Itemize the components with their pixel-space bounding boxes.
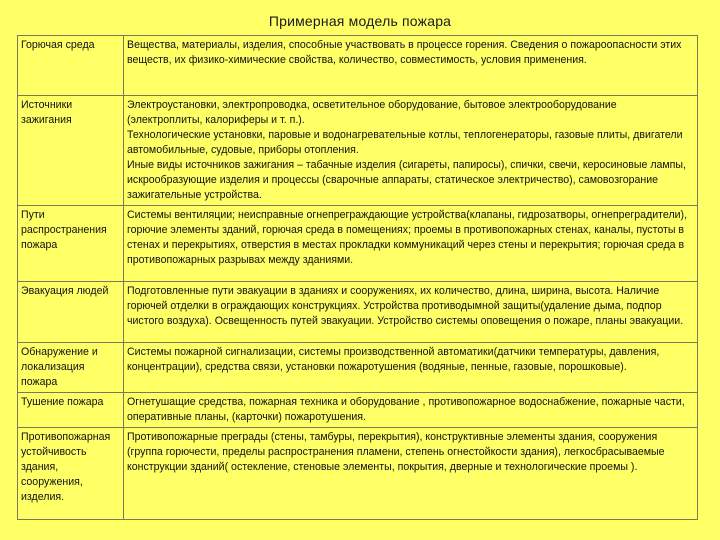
table-row-fire-spread-paths: [18, 206, 698, 282]
table-row-detection: [18, 343, 698, 393]
row-description: [124, 393, 698, 428]
fire-model-table: [17, 35, 698, 520]
row-label: Пути распространения пожара: [18, 206, 124, 282]
row-label: Обнаружение и локализация пожара: [18, 343, 124, 393]
description-line: Системы пожарной сигнализации, системы производственной автоматики(датчики температуры, давления, концентрации), средства связи, установки пожаротушения (водяные, пенные, газовые, порошковые).: [127, 346, 660, 373]
row-label: Горючая среда: [18, 36, 124, 96]
row-label: Источники зажигания: [18, 96, 124, 206]
row-description: [124, 36, 698, 96]
page-title: Примерная модель пожара: [268, 13, 452, 29]
description-line: Системы вентиляции; неисправные огнепреграждающие устройства(клапаны, гидрозатворы, огнепреградители), горючие элементы зданий, горючая среда в помещениях; проемы в противопожарных стенах, каналы, пустоты в стенах и перекрытиях, отверстия в местах прокладки коммуникаций через стены и перекрытия; горючая среда в противопожарных разрывах между зданиями.: [127, 209, 688, 266]
table-row-extinguishing: [18, 393, 698, 428]
row-description: [124, 206, 698, 282]
row-label: Противопожарная устойчивость здания, сооружения, изделия.: [18, 428, 124, 520]
table-row-ignition-sources: [18, 96, 698, 206]
description-line: Огнетушащие средства, пожарная техника и оборудование , противопожарное водоснабжение, пожарные части, оперативные планы, (карточки) пожаротушения.: [127, 396, 685, 423]
description-line: Противопожарные преграды (стены, тамбуры, перекрытия), конструктивные элементы здания, сооружения (группа горючести, пределы распространения пламени, степень огнестойкости здания), легкосбрасываемые конструкции зданий( остекление, стеновые элементы, покрытия, дверные и технологические проемы ).: [127, 431, 665, 473]
row-description: [124, 343, 698, 393]
row-description: [124, 282, 698, 343]
table-row-fire-resistance: [18, 428, 698, 520]
table-row-combustible-medium: [18, 36, 698, 96]
description-line: Иные виды источников зажигания – табачные изделия (сигареты, папиросы), спички, свечи, керосиновые лампы, искрообразующие изделия и процессы (сварочные аппараты, статическое электричество), самовозгорание зажигательные устройства.: [127, 159, 686, 201]
table-row-evacuation: [18, 282, 698, 343]
row-label: Эвакуация людей: [18, 282, 124, 343]
description-line: Подготовленные пути эвакуации в зданиях и сооружениях, их количество, длина, ширина, высота. Наличие горючей отделки в ограждающих конструкциях. Устройства противодымной защиты(удаление дыма, подпор чистого воздуха). Освещенность путей эвакуации. Устройство системы оповещения о пожаре, планы эвакуации.: [127, 285, 684, 327]
description-line: Вещества, материалы, изделия, способные участвовать в процессе горения. Сведения о пожароопасности этих веществ, их физико-химические свойства, количество, совместимость, условия применения.: [127, 39, 682, 66]
description-line: Технологические установки, паровые и водонагревательные котлы, теплогенераторы, газовые плиты, двигатели автомобильные, судовые, приборы отопления.: [127, 129, 683, 156]
row-description: [124, 96, 698, 206]
row-description: [124, 428, 698, 520]
row-label: Тушение пожара: [18, 393, 124, 428]
description-line: Электроустановки, электропроводка, осветительное оборудование, бытовое электрооборудование (электроплиты, калориферы и т. п.).: [127, 99, 617, 126]
